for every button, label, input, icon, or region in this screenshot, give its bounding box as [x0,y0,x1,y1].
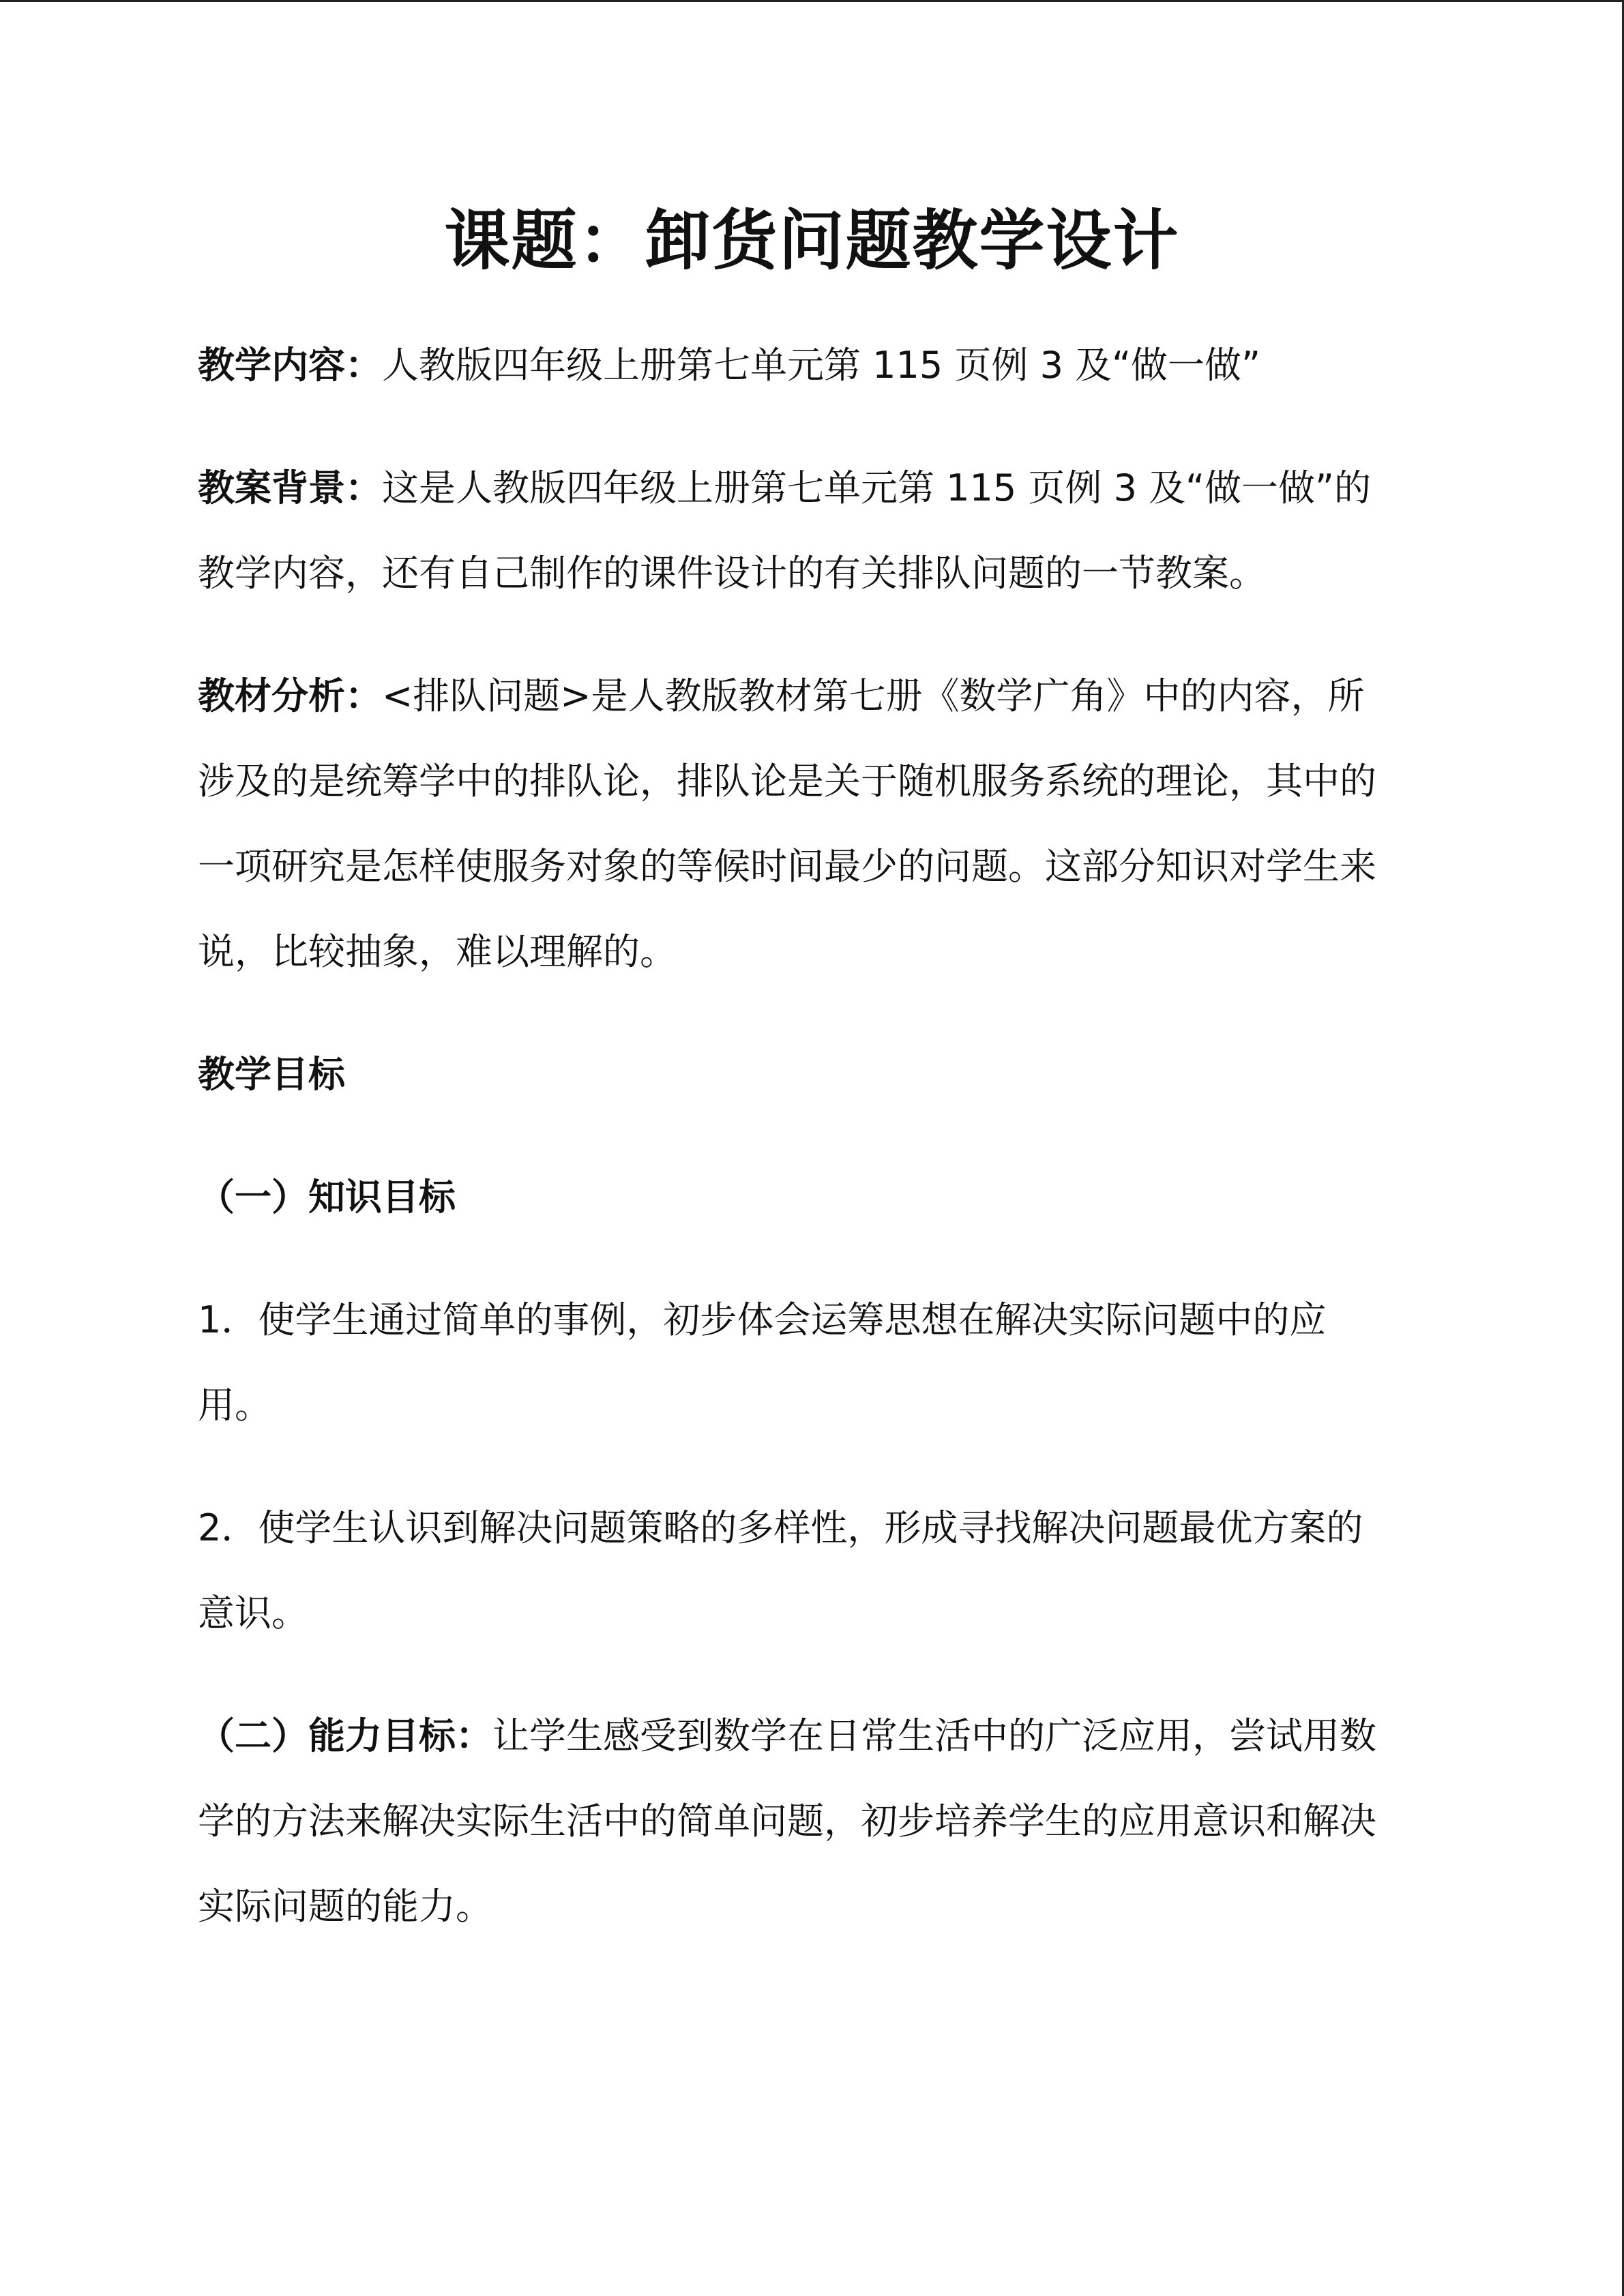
lesson-background-paragraph [198,445,1398,616]
goal-item-1: 1．使学生通过简单的事例，初步体会运筹思想在解决实际问题中的应用。 [198,1298,1327,1427]
knowledge-goals-heading [198,1154,1398,1240]
ability-goals-label: （二）能力目标： [198,1714,492,1757]
teaching-content-paragraph [198,323,1398,408]
knowledge-goals-heading-text: （一）知识目标 [198,1176,456,1219]
document-title: 课题：卸货问题教学设计 [444,202,1180,279]
teaching-goals-heading-text: 教学目标 [198,1053,345,1096]
lesson-background-text: 这是人教版四年级上册第七单元第 115 页例 3 及“做一做”的教学内容，还有自己制作的课件设计的有关排队问题的一节教案。 [198,466,1372,595]
ability-goals-text: 让学生感受到数学在日常生活中的广泛应用，尝试用数学的方法来解决实际生活中的简单问题，初步培养学生的应用意识和解决实际问题的能力。 [198,1714,1376,1928]
document-body [198,323,1398,1986]
goal-item-2: 2．使学生认识到解决问题策略的多样性，形成寻找解决问题最优方案的意识。 [198,1506,1363,1635]
ability-goals-paragraph [198,1693,1398,1949]
teaching-content-label: 教学内容： [198,344,382,387]
teaching-goals-heading [198,1032,1398,1117]
lesson-background-label: 教案背景： [198,466,382,509]
material-analysis-label: 教材分析： [198,674,382,717]
teaching-content-text: 人教版四年级上册第七单元第 115 页例 3 及“做一做” [382,344,1261,387]
material-analysis-text: <排队问题>是人教版教材第七册《数学广角》中的内容，所涉及的是统筹学中的排队论，排队论是关于随机服务系统的理论，其中的一项研究是怎样使服务对象的等候时间最少的问题。这部分知识对学生来说，比较抽象，难以理解的。 [198,674,1376,973]
material-analysis-paragraph [198,653,1398,994]
